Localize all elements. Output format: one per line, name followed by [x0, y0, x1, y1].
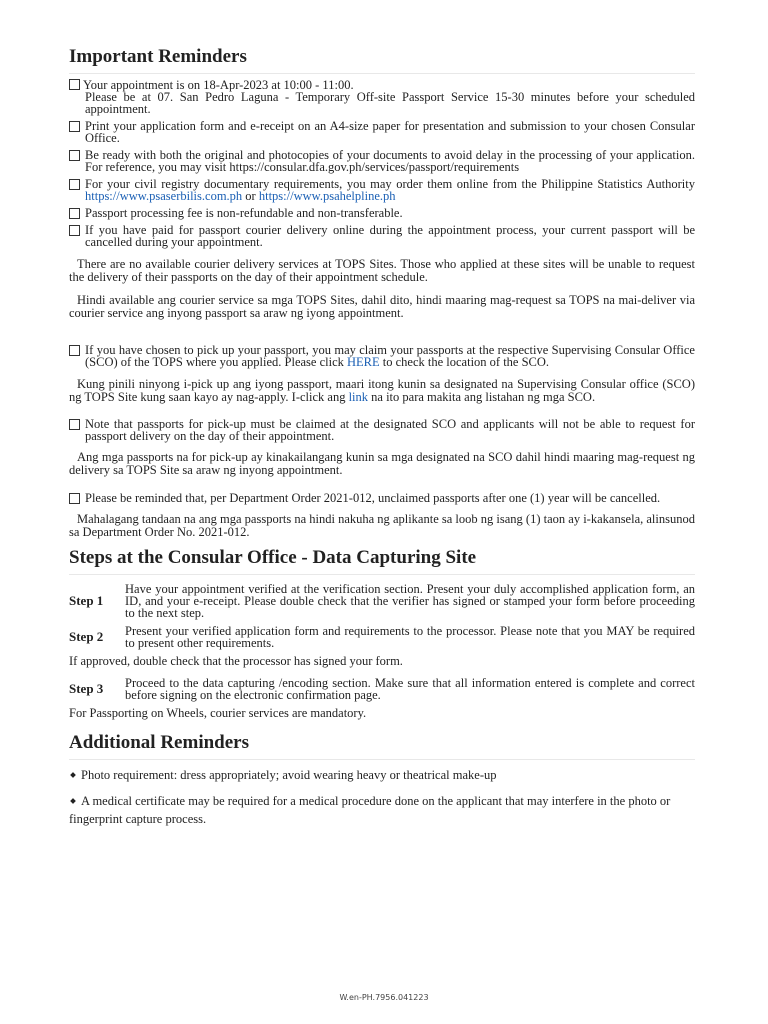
reminder-fee-text: Passport processing fee is non-refundable and non-transferable. [85, 206, 403, 220]
courier-note-en: There are no available courier delivery services at TOPS Sites. Those who applied at these sites will be unable to request the delivery of their passports on the day of their appointment schedule. [69, 257, 695, 284]
additional-bullet-photo-text: Photo requirement: dress appropriately; avoid wearing heavy or theatrical make-up [81, 768, 497, 782]
additional-bullet-medical-text: A medical certificate may be required for a medical procedure done on the applicant that may interfere in the photo or fingerprint capture process. [69, 794, 671, 826]
checkbox-icon [69, 419, 80, 430]
checkbox-icon [69, 208, 80, 219]
reminder-civil-registry [69, 178, 695, 202]
footer-code: W.en-PH.7956.041223 [339, 993, 429, 1002]
checkbox-icon [69, 225, 80, 236]
pickup-note-fil-end: na ito para makita ang listahan ng mga SCO. [371, 390, 596, 404]
or-text: or [245, 189, 256, 203]
courier-note-fil: Hindi available ang courier service sa mga TOPS Sites, dahil dito, hindi maaring mag-request sa TOPS na mai-deliver via courier service ang inyong passport sa araw ng iyong appointment. [69, 293, 695, 320]
step-2 [69, 625, 695, 649]
checkbox-icon [69, 179, 80, 190]
diamond-bullet-icon [70, 772, 76, 778]
psahelpline-link[interactable]: https://www.psahelpline.ph [258, 189, 396, 203]
reminder-pickup-text-end: to check the location of the SCO. [382, 355, 550, 369]
reminders-list [69, 79, 695, 539]
step-2-text: Present your verified application form and requirements to the processor. Please note that you MAY be required to present other requirements. [125, 624, 695, 650]
reminder-claim-sco-text: Note that passports for pick-up must be claimed at the designated SCO and applicants will not be able to request for passport delivery on the day of their appointment. [85, 417, 695, 443]
step-3-note: For Passporting on Wheels, courier services are mandatory. [69, 706, 367, 720]
checkbox-icon [69, 79, 80, 90]
page-content [69, 40, 695, 828]
pickup-note-fil-text: Kung pinili ninyong i-pick up ang iyong passport, maari itong kunin sa designated na Supervising Consular office (SCO) ng TOPS Site kung saan kayo ay nag-apply. I-click ang [69, 377, 695, 404]
checkbox-icon [69, 150, 80, 161]
steps-list [69, 583, 695, 720]
sco-list-link[interactable]: link [348, 390, 369, 404]
reminder-print [69, 120, 695, 144]
reminder-print-text: Print your application form and e-receipt on an A4-size paper for presentation and submission to your chosen Consular Office. [85, 119, 695, 145]
step-2-label: Step 2 [69, 629, 104, 644]
additional-bullet-photo [69, 766, 695, 784]
reminder-unclaimed-text: Please be reminded that, per Department Order 2021-012, unclaimed passports after one (1) year will be cancelled. [85, 491, 661, 505]
step-2-note: If approved, double check that the processor has signed your form. [69, 654, 403, 668]
reminder-documents-text: Be ready with both the original and photocopies of your documents to avoid delay in the processing of your application. For reference, you may visit https://consular.dfa.gov.ph/services/passport/requirements [85, 148, 695, 174]
additional-reminders-title: Additional Reminders [69, 732, 695, 760]
reminder-civil-registry-text: For your civil registry documentary requirements, you may order them online from the Philippine Statistics Authority [85, 177, 695, 191]
step-3-label: Step 3 [69, 681, 104, 696]
checkbox-icon [69, 345, 80, 356]
reminder-courier-paid-text: If you have paid for passport courier delivery online during the appointment process, your current passport will be cancelled during your appointment. [85, 223, 695, 249]
step-3-text: Proceed to the data capturing /encoding section. Make sure that all information entered is complete and correct before signing on the electronic confirmation page. [125, 676, 695, 702]
reminder-appointment-time: Your appointment is on 18-Apr-2023 at 10:00 - 11:00. [83, 78, 354, 92]
important-reminders-title: Important Reminders [69, 46, 695, 74]
reminder-courier-paid [69, 224, 695, 248]
additional-bullet-medical [69, 792, 695, 828]
reminder-appointment [69, 79, 695, 115]
step-1 [69, 583, 695, 619]
step-1-label: Step 1 [69, 593, 104, 608]
step-3 [69, 677, 695, 701]
checkbox-icon [69, 493, 80, 504]
claim-note-fil: Ang mga passports na for pick-up ay kinakailangang kunin sa mga designated na SCO dahil hindi maaring mag-request ng delivery sa TOPS Site sa araw ng inyong appointment. [69, 450, 695, 477]
reminder-documents [69, 149, 695, 173]
steps-title: Steps at the Consular Office - Data Capturing Site [69, 547, 695, 575]
unclaimed-note-fil: Mahalagang tandaan na ang mga passports na hindi nakuha ng aplikante sa loob ng isang (1) taon ay i-kakansela, alinsunod sa Department Order No. 2021-012. [69, 512, 695, 539]
psaserbilis-link[interactable]: https://www.psaserbilis.com.ph [85, 189, 243, 203]
pickup-note-fil [69, 378, 695, 404]
checkbox-icon [69, 121, 80, 132]
reminder-pickup-text: If you have chosen to pick up your passport, you may claim your passports at the respective Supervising Consular Office (SCO) of the TOPS where you applied. Please click [85, 343, 695, 369]
reminder-pickup [69, 344, 695, 368]
reminder-claim-sco [69, 418, 695, 442]
reminder-unclaimed [69, 492, 695, 504]
reminder-fee [69, 207, 695, 219]
diamond-bullet-icon [70, 798, 76, 804]
reminder-appointment-location: Please be at 07. San Pedro Laguna - Temporary Off-site Passport Service 15-30 minutes before your scheduled appointment. [85, 90, 695, 116]
sco-here-link[interactable]: HERE [347, 355, 380, 369]
step-1-text: Have your appointment verified at the verification section. Present your duly accomplished application form, an ID, and your e-receipt. Please double check that the verifier has signed or stamped your form before proceeding to the next step. [125, 582, 695, 620]
